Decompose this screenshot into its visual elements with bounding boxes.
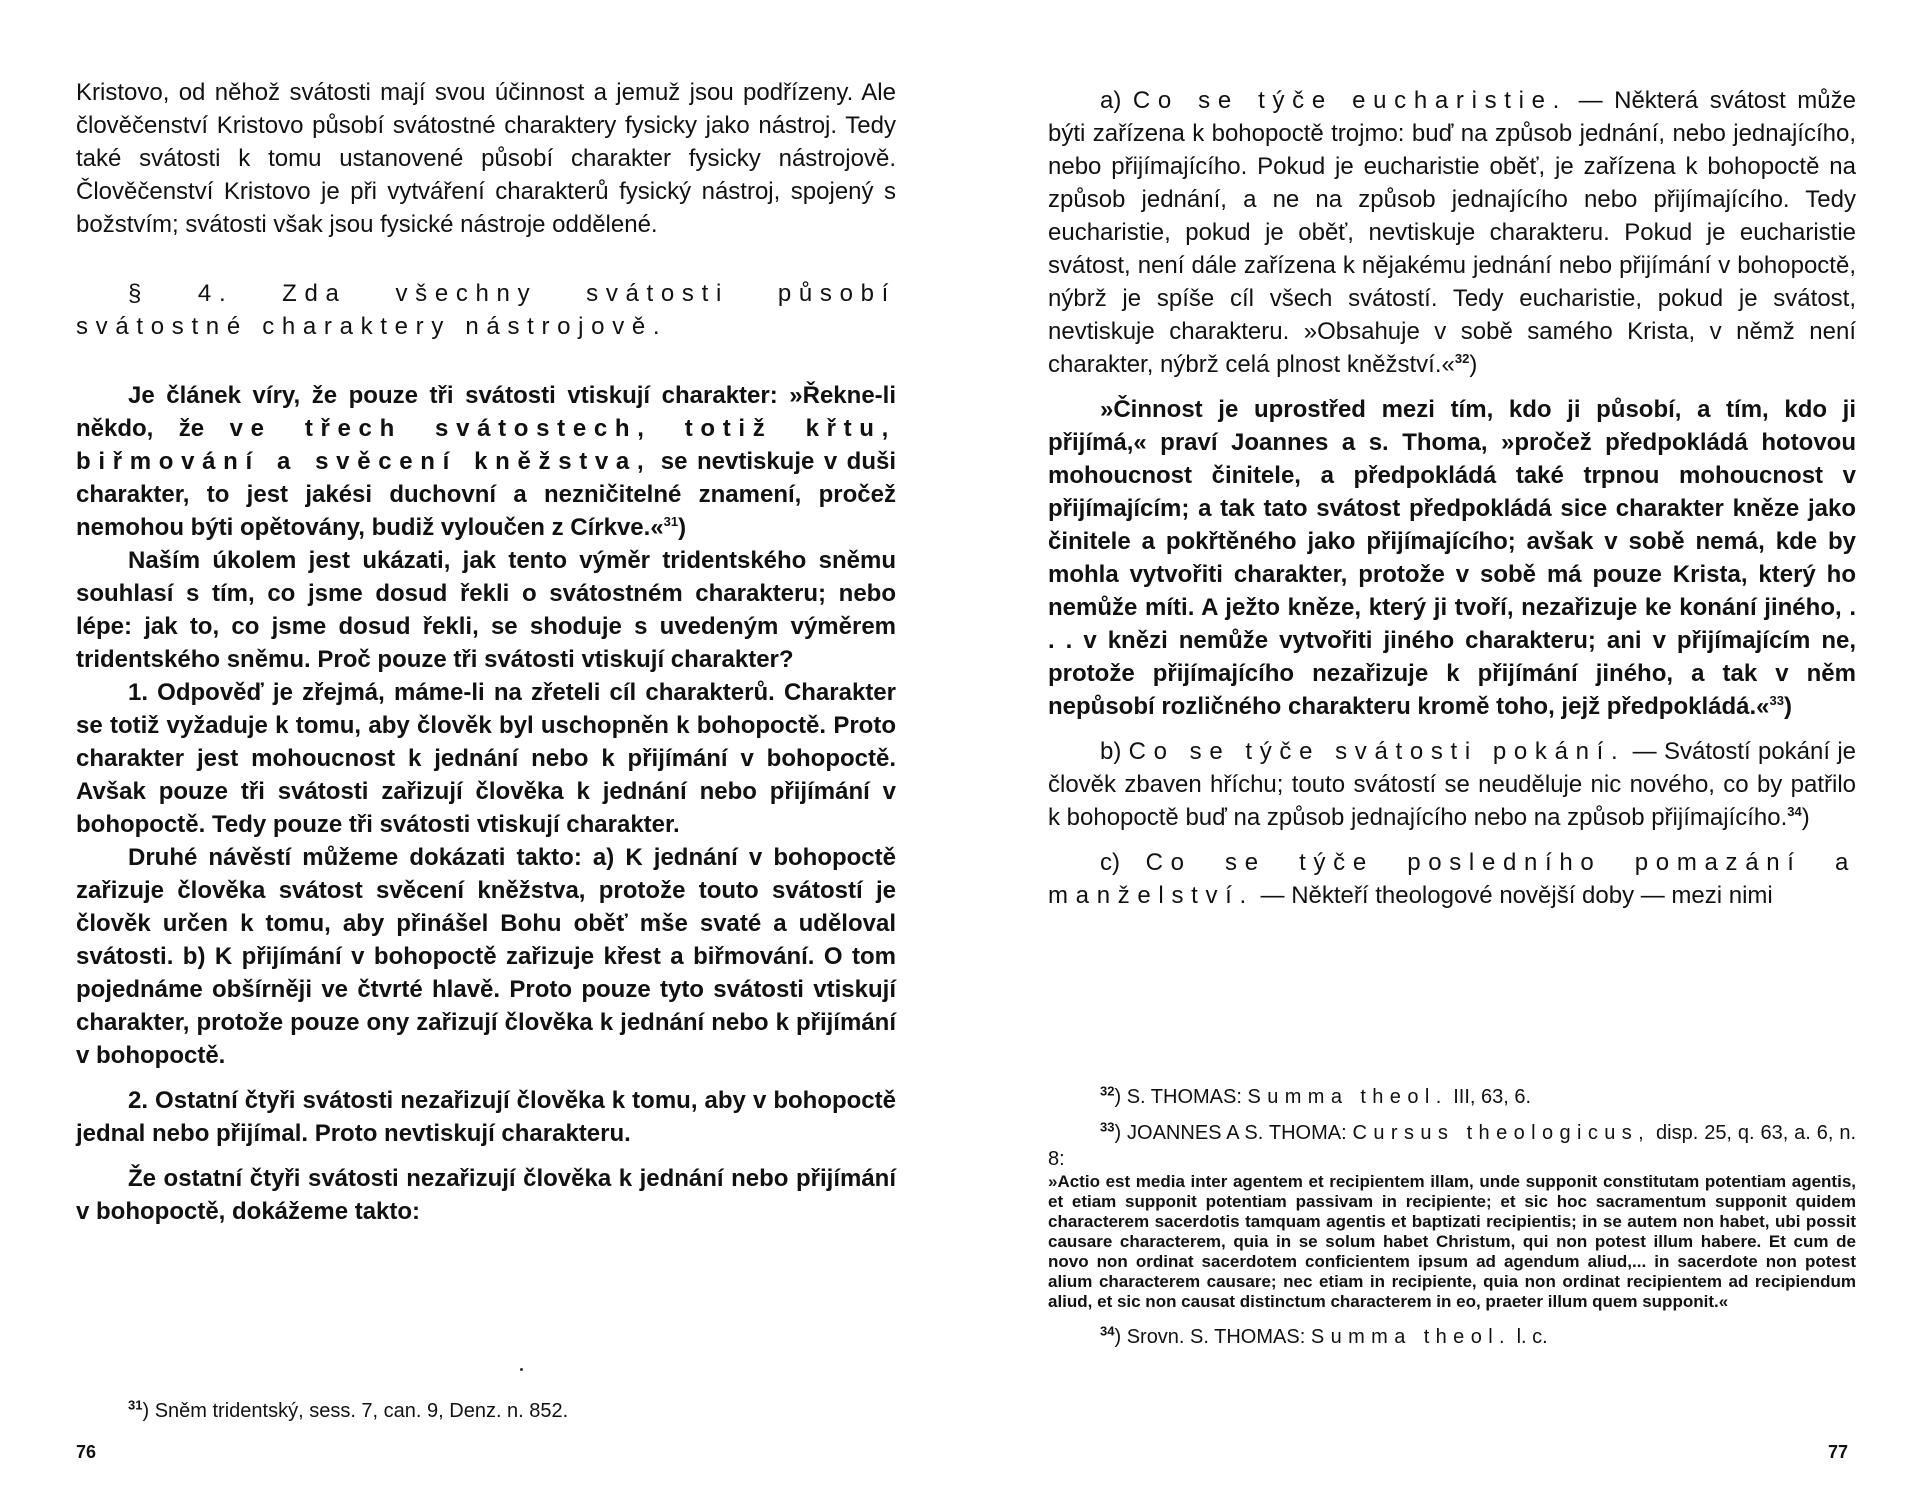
paragraph-task: Naším úkolem jest ukázati, jak tento výměr tridentského sněmu souhlasí s tím, co jsme dosud řekli o svátostném charakteru; nebo lépe: jak to, co jsme dosud řekli, se shoduje s uvedeným výměrem tridentského sněmu. Proč pouze tři svátosti vtiskují charakter?: [76, 547, 896, 673]
footnote-ref-31: 31: [663, 514, 679, 529]
paragraph-penance: b) Co se týče svátosti pokání. — Svátostí pokání je člověk zbaven hříchu; touto svátostí se neuděluje nic nového, co by patřilo k bohopoctě buď na způsob jednajícího nebo na způsob přijímajícího.$^{34}$): [1048, 738, 1857, 831]
page-number: 77: [1828, 1442, 1849, 1462]
paragraph-intro: Kristovo, od něhož svátosti mají svou účinnost a jemuž jsou podřízeny. Ale člověčenství Kristovo působí svátostné charaktery fysicky jako nástroj. Tedy také svátosti k tomu ustanovené působí charakter fysicky nástrojově. Člověčenství Kristovo je při vytváření charakterů fysický nástroj, spojený s božstvím; svátosti však jsou fysické nástroje oddělené.: [76, 79, 896, 238]
paragraph-second-premise: Druhé návěstí můžeme dokázati takto: a) K jednání v bohopoctě zařizuje člověka svátost svěcení kněžstva, protože touto svátostí je člověk určen k tomu, aby přinášel Bohu oběť mše svaté a uděloval svátosti. b) K přijímání v bohopoctě zařizuje křest a biřmování. O tom pojednáme obšírněji ve čtvrté hlavě. Proto pouze tyto svátosti vtiskují charakter, protože pouze ony zařizují člověka k jednání nebo k přijímání v bohopoctě.: [76, 844, 896, 1069]
paragraph-last: Že ostatní čtyři svátosti nezařizují člověka k jednání nebo přijímání v bohopoctě, dokážeme takto:: [76, 1165, 896, 1225]
paragraph-joannes-quote: »Činnost je uprostřed mezi tím, kdo ji působí, a tím, kdo ji přijímá,« praví Joannes a s. Thoma, »pročež předpokládá hotovou mohoucnost činitele, a předpokládá také trpnou mohoucnost v přijímajícím; a tak tato svátost předpokládá sice charakter kněze jako činitele a pokřtěného jako přijímajícího; avšak v sobě nemá, kde by mohla vytvořiti charakter, protože v sobě má pouze Krista, který ho nemůže míti. A ježto kněze, který ji tvoří, nezařizuje ke konání jiného, . . . v knězi nemůže vytvořiti jiného charakteru; ani v přijímajícím ne, protože přijímajícího nezařizuje k přijímání jiného, a tak v něm nepůsobí rozličného charakteru kromě toho, jejž předpokládá.«$^{33}$): [1048, 396, 1856, 720]
footnote-31: $^{31}$) Sněm tridentský, sess. 7, can. 9, Denz. n. 852.: [128, 1397, 569, 1422]
footnote-ref-34: 34: [1787, 804, 1802, 819]
spaced-emphasis: ve třech svátostech, totiž křtu, biřmování a svěcení kněžstva,: [76, 415, 896, 475]
paragraph-anointing-marriage: c) Co se týče posledního pomazání a manželství. — Někteří theologové novější doby — mezi nimi: [1048, 849, 1856, 909]
paragraph-answer-2: 2. Ostatní čtyři svátosti nezařizují člověka k tomu, aby v bohopoctě jednal nebo přijímal. Proto nevtiskují charakteru.: [76, 1087, 896, 1147]
left-footnotes: [128, 1398, 896, 1434]
paragraph-article-of-faith: Je článek víry, že pouze tři svátosti vtiskují charakter: »Řekne-li někdo, že ve třech svátostech, totiž křtu, biřmování a svěcení kněžstva, se nevtiskuje v duši charakter, to jest jakési duchovní a nezničitelné znamení, pročež nemohou býti opětovány, budiž vyloučen z Církve.«$^{31}$): [76, 382, 896, 541]
page-number: 76: [76, 1442, 97, 1462]
footnote-34: $^{34}$) Srovn. S. THOMAS: Summa theol. l. c.: [1100, 1323, 1548, 1348]
footnote-32: $^{32}$) S. THOMAS: Summa theol. III, 63, 6.: [1100, 1083, 1532, 1108]
paragraph-eucharist: a) Co se týče eucharistie. — Některá svátost může býti zařízena k bohopoctě trojmo: buď na způsob jednání, nebo jednajícího, nebo přijímajícího. Pokud je eucharistie oběť, je zařízena k bohopoctě na způsob jednání, a ne na způsob jednajícího nebo přijímajícího. Tedy eucharistie, pokud je oběť, nevtiskuje charakteru. Pokud je eucharistie svátost, není dále zařízena k nějakému jednání nebo přijímání v bohopoctě, nýbrž je spíše cíl všech svátostí. Tedy eucharistie, pokud je svátost, nevtiskuje charakteru. »Obsahuje v sobě samého Krista, v němž není charakter, nýbrž celá plnost kněžství.«$^{32}$): [1048, 87, 1856, 378]
footnote-33: $^{33}$) JOANNES A S. THOMA: Cursus theologicus, disp. 25, q. 63, a. 6, n. 8:: [1048, 1119, 1857, 1170]
left-main-text: [76, 76, 896, 1228]
footnote-33-latin: »Actio est media inter agentem et recipientem illam, unde supponit constitutam potentiam agentis, et etiam supponit potentiam passivam in recipiente; et sic hoc sacramentum supponit quidem characterem sacerdotis tamquam agentis et baptizati recipientis; in se autem non habet, ubi possit causare characterem, quia in se solum habet Christum, qui non potest illum habere. Et cum de novo non ordinat sacerdotem conficientem ipsum ad agendum aliud,... in sacerdote non potest alium characterem causare; nec etiam in recipiente, quia non ordinat recipientem ad recipiendum aliud, et sic non causat distinctum characterem in eo, praeter illum quem supponit.«: [1048, 1172, 1856, 1311]
right-footnotes: [1048, 1084, 1856, 1360]
paragraph-answer-1: 1. Odpověď je zřejmá, máme-li na zřeteli cíl charakterů. Charakter se totiž vyžaduje k tomu, aby člověk byl uschopněn k bohopoctě. Proto charakter jest mohoucnost k jednání nebo k přijímání v bohopoctě. Avšak pouze tři svátosti zařizují člověka k jednání nebo přijímání v bohopoctě. Tedy pouze tři svátosti vtiskují charakter.: [76, 679, 896, 838]
section-heading: § 4. Zda všechny svátosti působí svátostné charaktery nástrojově.: [76, 280, 896, 340]
right-main-text: [1048, 84, 1856, 912]
footnote-ref-33: 33: [1769, 693, 1784, 708]
print-speck: [520, 1368, 523, 1371]
footnote-ref-32: 32: [1454, 351, 1470, 366]
